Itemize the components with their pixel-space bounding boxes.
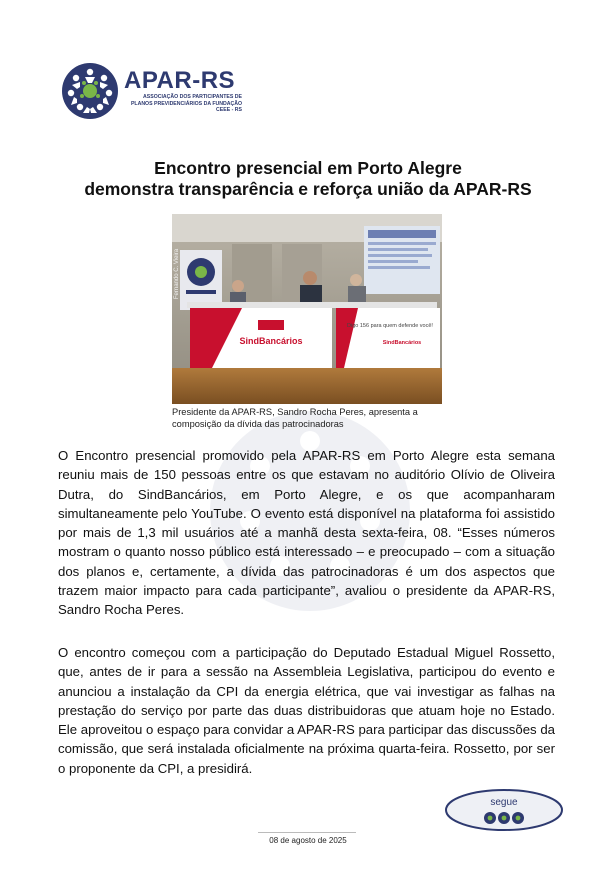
people-circle-icon [62, 63, 118, 119]
banner-left-text: SindBancários [239, 336, 303, 346]
headline-line-1: Encontro presencial em Porto Alegre [154, 158, 462, 178]
banner-right-logo: SindBancários [382, 340, 422, 346]
people-circle-icon [484, 812, 524, 824]
banner-right-slogan: Digo 156 para quem defende você! [347, 323, 433, 329]
footer-divider [258, 832, 356, 833]
logo-subtitle: ASSOCIAÇÃO DOS PARTICIPANTES DE PLANOS PREVIDENCIÁRIOS DA FUNDAÇÃO CEEE - RS [130, 94, 242, 114]
segue-label: segue [490, 797, 518, 808]
photo-credit: Fernando C. Vieira [174, 248, 180, 300]
body-paragraph-2: O encontro começou com a participação do Deputado Estadual Miguel Rossetto, que, antes de ir para a sessão na Assembleia Legislativa, participou do evento e anunciou a instalação da CPI da energia elétrica, que vai investigar as falhas na prestação do serviço por parte das duas distribuidoras que atuam hoje no Estado. Ele aproveitou o espaço para convidar a APAR-RS para participar das discussões da comissão, que será instalada oficialmente na próxima quarta-feira. Rossetto, por ser o proponente da CPI, a presidirá. [58, 645, 555, 776]
headline [40, 158, 576, 200]
headline-line-2: demonstra transparência e reforça união da APAR-RS [84, 179, 532, 199]
footer-date: 08 de agosto de 2025 [269, 836, 347, 845]
photo-caption: Presidente da APAR-RS, Sandro Rocha Peres, apresenta a composição da dívida das patrocinadoras [172, 407, 418, 429]
body-paragraph-1: O Encontro presencial promovido pela APAR-RS em Porto Alegre esta semana reuniu mais de 150 pessoas entre os que estavam no auditório Olívio de Oliveira Dutra, do SindBancários, em Porto Alegre, e os que acompanharam simultaneamente pelo YouTube. O evento está disponível na plataforma foi assistido por mais de 1,3 mil usuários até a manhã desta sexta-feira, 08. “Esses números mostram o quanto nosso público está interessado – e preocupado – com a situação dos planos e, certamente, a dívida das patrocinadoras é um dos aspectos que trazem maior impacto para cada participante”, avaliou o presidente da APAR-RS, Sandro Rocha Peres. [58, 448, 555, 618]
event-photo [172, 214, 442, 404]
segue-badge [444, 788, 564, 832]
logo-title: APAR-RS [124, 67, 236, 95]
header [62, 60, 242, 122]
